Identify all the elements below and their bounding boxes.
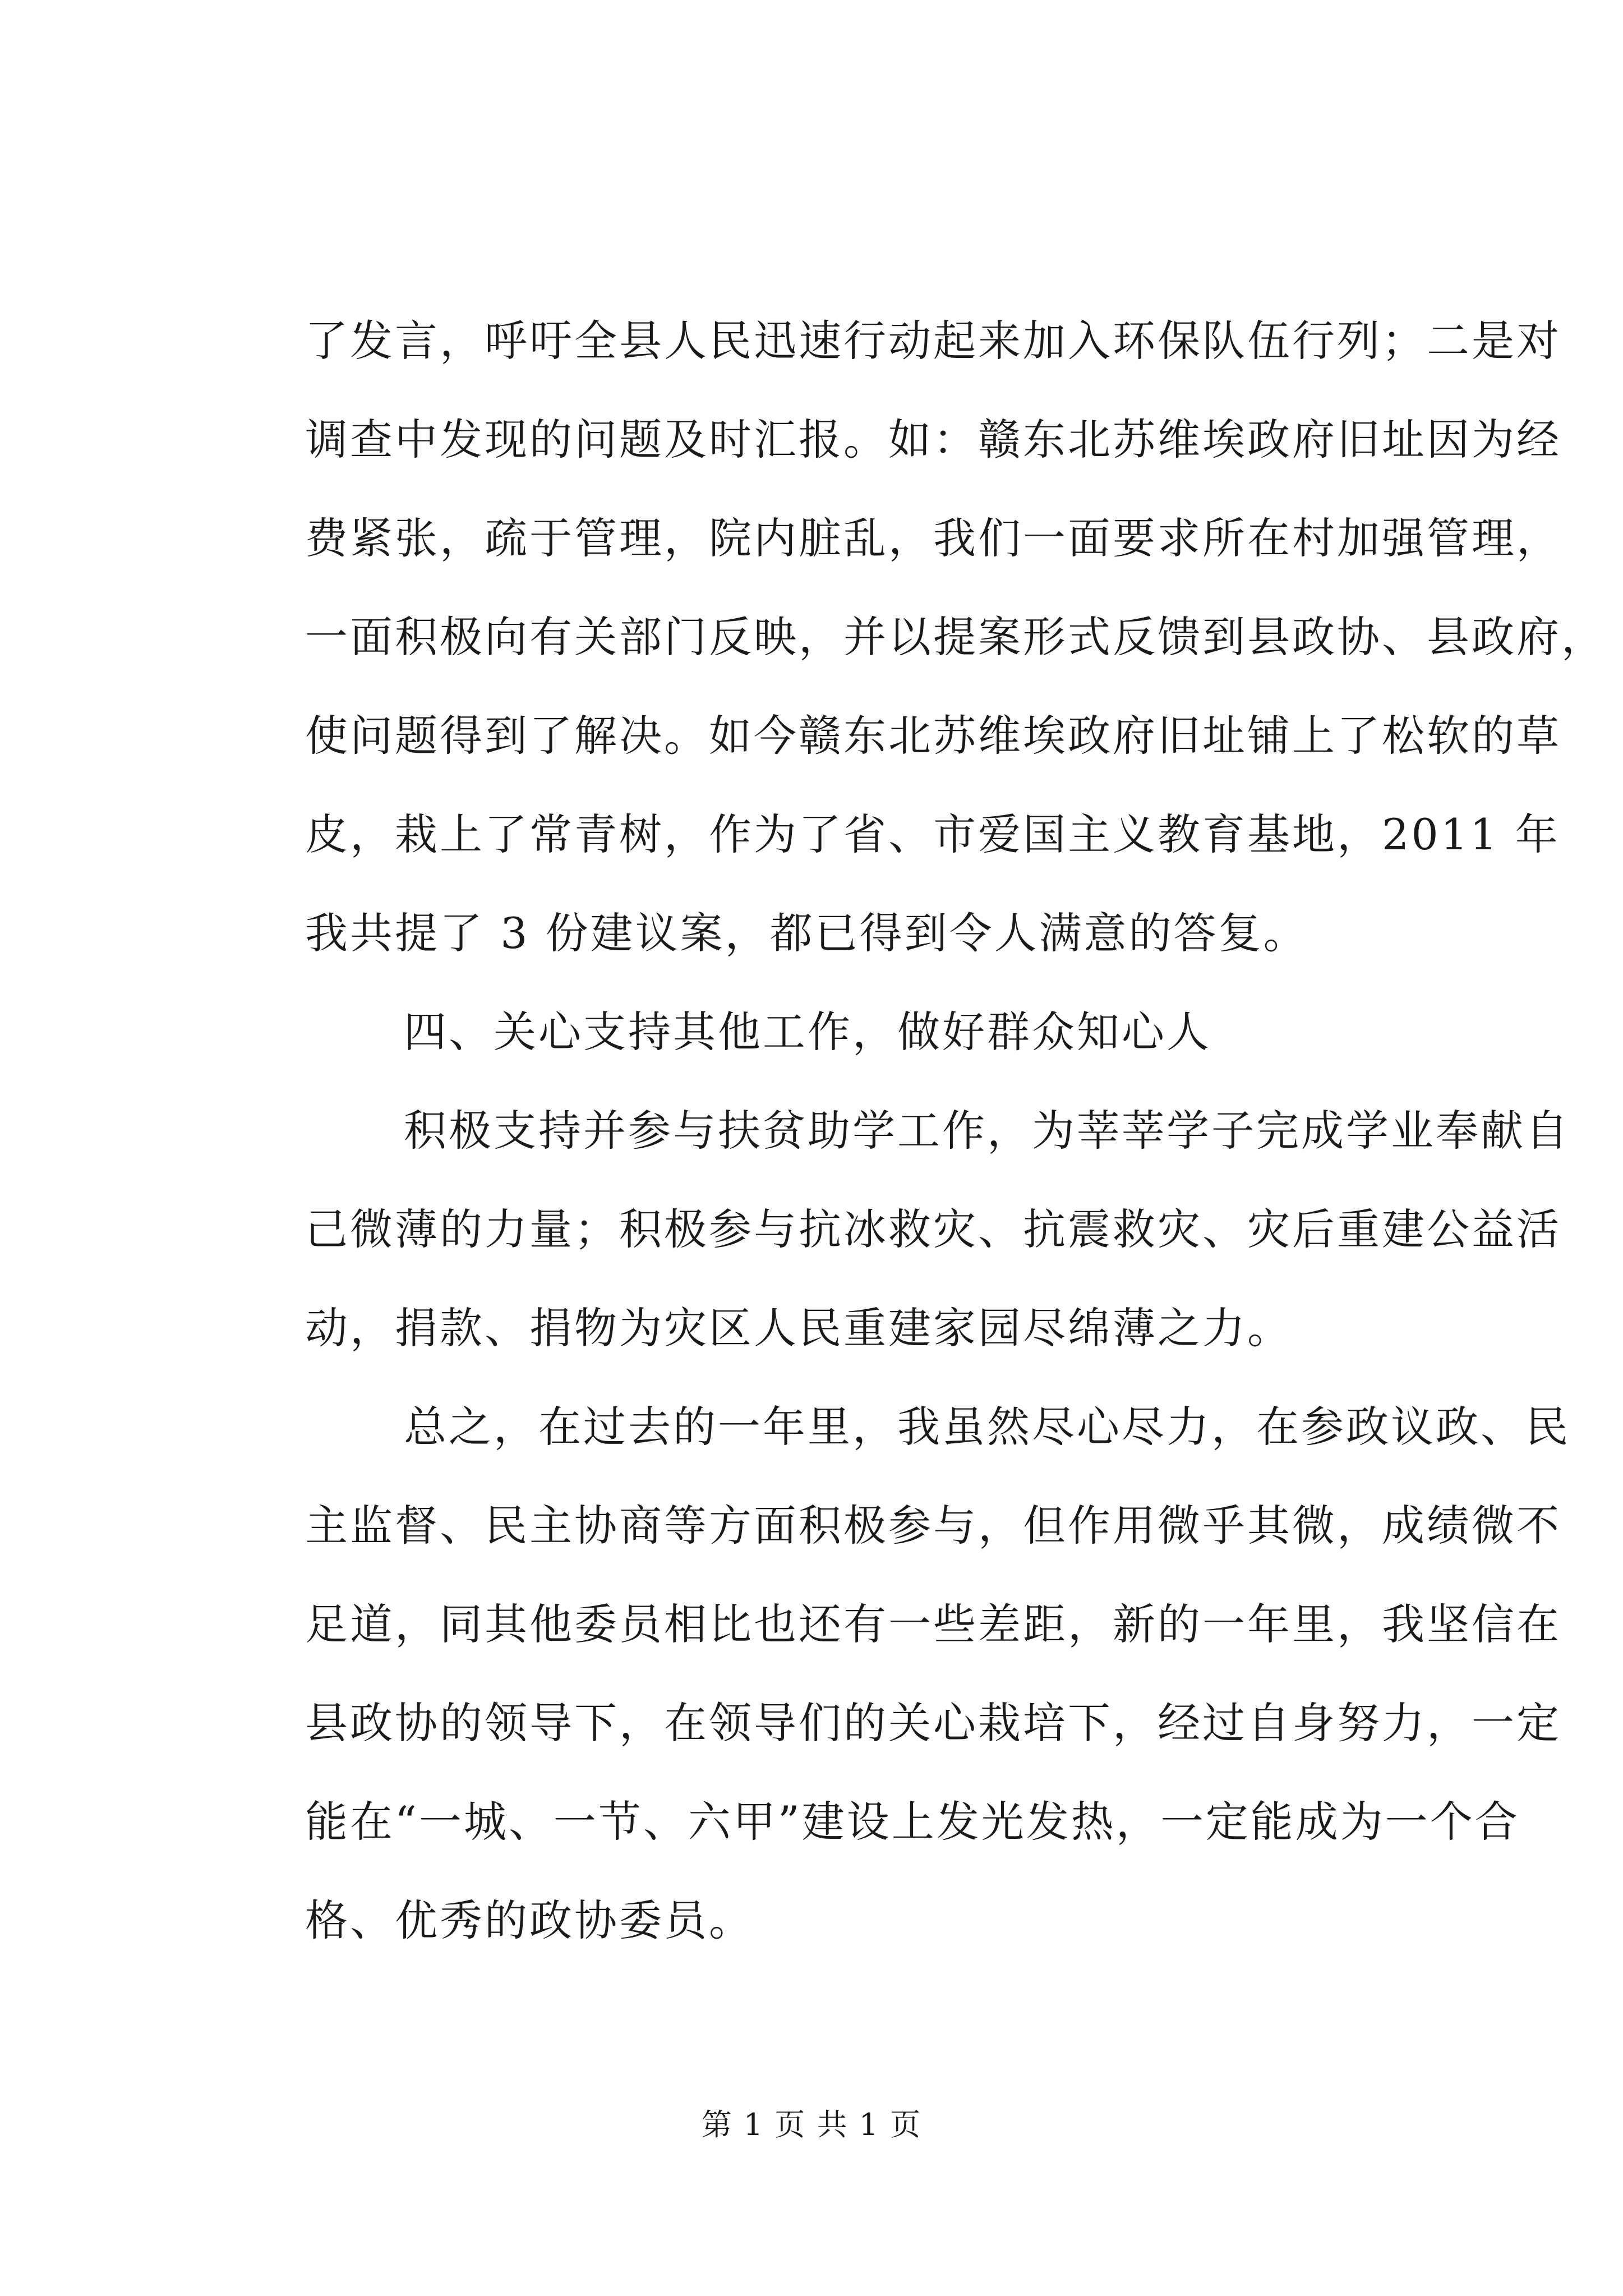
paragraph-conclusion [305,1378,1570,1970]
text-line: 费紧张，疏于管理，院内脏乱，我们一面要求所在村加强管理， [305,513,1561,563]
text-line: 皮，栽上了常青树，作为了省、市爱国主义教育基地，2011 年 [305,809,1560,859]
text-line: 了发言，呼吁全县人民迅速行动起来加入环保队伍行列；二是对 [305,316,1561,366]
text-line: 我共提了 3 份建议案，都已得到令人满意的答复。 [305,908,1308,958]
page-footer: 第 1 页 共 1 页 [701,2107,922,2142]
text-line: 调查中发现的问题及时汇报。如：赣东北苏维埃政府旧址因为经 [305,415,1561,464]
text-line: 使问题得到了解决。如今赣东北苏维埃政府旧址铺上了松软的草 [305,711,1561,761]
text-line: 主监督、民主协商等方面积极参与，但作用微乎其微，成绩微不 [305,1501,1561,1550]
section-heading: 四、关心支持其他工作，做好群众知心人 [404,1007,1211,1057]
text-line: 动，捐款、捐物为灾区人民重建家园尽绵薄之力。 [305,1303,1292,1353]
text-line: 县政协的领导下，在领导们的关心栽培下，经过自身努力，一定 [305,1698,1561,1748]
text-line: 格、优秀的政协委员。 [305,1895,754,1945]
paragraph-poverty-relief [305,1082,1570,1378]
text-line: 积极支持并参与扶贫助学工作，为莘莘学子完成学业奉献自 [404,1106,1570,1156]
text-line: 一面积极向有关部门反映，并以提案形式反馈到县政协、县政府， [305,612,1606,662]
document-body [305,292,1606,1970]
section-heading-4 [305,983,1421,1082]
text-line: 能在“一城、一节、六甲”建设上发光发热，一定能成为一个合 [305,1797,1520,1847]
text-line: 己微薄的力量；积极参与抗冰救灾、抗震救灾、灾后重建公益活 [305,1204,1561,1254]
text-line: 总之，在过去的一年里，我虽然尽心尽力，在参政议政、民 [404,1402,1570,1452]
paragraph-environment-report [305,292,1606,983]
text-line: 足道，同其他委员相比也还有一些差距，新的一年里，我坚信在 [305,1599,1561,1649]
